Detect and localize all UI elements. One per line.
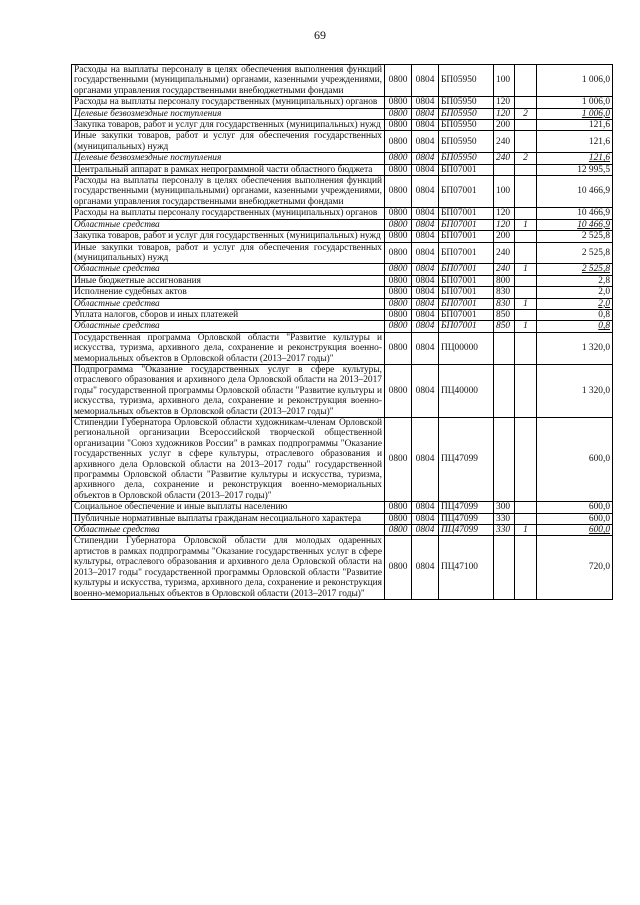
table-row — [72, 332, 613, 364]
funding-source-code — [515, 208, 537, 219]
amount: 2,8 — [537, 275, 613, 286]
row-name: Государственная программа Орловской области "Развитие культуры и искусства, туризма, архивного дела, сохранение и реконструкция военно-мемориальных объектов в Орловской области (2013–2017 годы)" — [72, 332, 385, 364]
funding-source-code — [515, 513, 537, 524]
target-article-code: ПЦ47099 — [439, 513, 494, 524]
expense-type-code: 120 — [494, 108, 515, 119]
funding-source-code — [515, 309, 537, 320]
target-article-code: БП05950 — [439, 108, 494, 119]
row-name: Расходы на выплаты персоналу в целях обеспечения выполнения функций государственными (муниципальными) органами, казенными учреждениями, органами управления государственными внебюджетными фондами — [72, 176, 385, 208]
row-name: Стипендии Губернатора Орловской области для молодых одаренных артистов в рамках подпрограммы "Оказание государственных услуг в сфере культуры, отраслевого образования и архивного дела Орловской области на 2013–2017 годы" государственной программы Орловской области "Развитие культуры и искусства, туризма, архивного дела, сохранение и реконструкция военно-мемориальных объектов в Орловской области (2013–2017 годы)" — [72, 536, 385, 599]
expense-type-code — [494, 418, 515, 502]
amount: 1 320,0 — [537, 332, 613, 364]
row-name: Областные средства — [72, 525, 385, 536]
expense-type-code: 240 — [494, 242, 515, 264]
subsection-code: 0804 — [412, 536, 439, 599]
table-row — [72, 120, 613, 131]
funding-source-code — [515, 97, 537, 108]
expense-type-code: 850 — [494, 309, 515, 320]
expense-type-code: 800 — [494, 275, 515, 286]
expense-type-code: 850 — [494, 321, 515, 332]
table-row — [72, 97, 613, 108]
row-name: Расходы на выплаты персоналу государственных (муниципальных) органов — [72, 97, 385, 108]
target-article-code: БП05950 — [439, 131, 494, 153]
amount: 600,0 — [537, 525, 613, 536]
expense-type-code: 120 — [494, 208, 515, 219]
section-code: 0800 — [385, 153, 412, 164]
section-code: 0800 — [385, 309, 412, 320]
target-article-code: БП07001 — [439, 275, 494, 286]
section-code: 0800 — [385, 164, 412, 175]
subsection-code: 0804 — [412, 176, 439, 208]
row-name: Публичные нормативные выплаты гражданам несоциального характера — [72, 513, 385, 524]
table-row — [72, 418, 613, 502]
table-row — [72, 231, 613, 242]
table-row — [72, 364, 613, 417]
subsection-code: 0804 — [412, 219, 439, 230]
section-code: 0800 — [385, 513, 412, 524]
expense-type-code: 830 — [494, 287, 515, 298]
target-article-code: ПЦ47099 — [439, 418, 494, 502]
amount: 121,6 — [537, 120, 613, 131]
funding-source-code — [515, 332, 537, 364]
table-row — [72, 536, 613, 599]
row-name: Закупка товаров, работ и услуг для государственных (муниципальных) нужд — [72, 231, 385, 242]
target-article-code: БП07001 — [439, 164, 494, 175]
section-code: 0800 — [385, 231, 412, 242]
expense-type-code — [494, 536, 515, 599]
row-name: Иные закупки товаров, работ и услуг для обеспечения государственных (муниципальных) нужд — [72, 131, 385, 153]
funding-source-code — [515, 164, 537, 175]
expense-type-code — [494, 332, 515, 364]
subsection-code: 0804 — [412, 287, 439, 298]
row-name: Областные средства — [72, 219, 385, 230]
section-code: 0800 — [385, 287, 412, 298]
amount: 2,0 — [537, 287, 613, 298]
funding-source-code: 2 — [515, 153, 537, 164]
subsection-code: 0804 — [412, 65, 439, 97]
section-code: 0800 — [385, 65, 412, 97]
expense-type-code: 330 — [494, 525, 515, 536]
table-row — [72, 298, 613, 309]
table-row — [72, 164, 613, 175]
funding-source-code — [515, 418, 537, 502]
section-code: 0800 — [385, 97, 412, 108]
funding-source-code — [515, 536, 537, 599]
funding-source-code — [515, 120, 537, 131]
target-article-code: БП07001 — [439, 264, 494, 275]
row-name: Расходы на выплаты персоналу в целях обеспечения выполнения функций государственными (муниципальными) органами, казенными учреждениями, органами управления государственными внебюджетными фондами — [72, 65, 385, 97]
expense-type-code: 200 — [494, 231, 515, 242]
target-article-code: ПЦ00000 — [439, 332, 494, 364]
section-code: 0800 — [385, 108, 412, 119]
section-code: 0800 — [385, 242, 412, 264]
funding-source-code: 1 — [515, 298, 537, 309]
subsection-code: 0804 — [412, 108, 439, 119]
funding-source-code — [515, 176, 537, 208]
target-article-code: ПЦ47100 — [439, 536, 494, 599]
target-article-code: ПЦ40000 — [439, 364, 494, 417]
table-row — [72, 275, 613, 286]
table-row — [72, 219, 613, 230]
subsection-code: 0804 — [412, 242, 439, 264]
target-article-code: БП05950 — [439, 120, 494, 131]
row-name: Исполнение судебных актов — [72, 287, 385, 298]
target-article-code: БП07001 — [439, 219, 494, 230]
amount: 600,0 — [537, 418, 613, 502]
table-row — [72, 309, 613, 320]
expense-type-code: 100 — [494, 176, 515, 208]
funding-source-code — [515, 231, 537, 242]
amount: 1 320,0 — [537, 364, 613, 417]
section-code: 0800 — [385, 418, 412, 502]
funding-source-code — [515, 131, 537, 153]
budget-table — [71, 64, 613, 600]
subsection-code: 0804 — [412, 513, 439, 524]
expense-type-code: 240 — [494, 153, 515, 164]
row-name: Расходы на выплаты персоналу государственных (муниципальных) органов — [72, 208, 385, 219]
amount: 121,6 — [537, 153, 613, 164]
funding-source-code — [515, 65, 537, 97]
subsection-code: 0804 — [412, 298, 439, 309]
amount: 600,0 — [537, 513, 613, 524]
row-name: Областные средства — [72, 298, 385, 309]
section-code: 0800 — [385, 264, 412, 275]
funding-source-code — [515, 502, 537, 513]
expense-type-code: 120 — [494, 219, 515, 230]
target-article-code: БП07001 — [439, 309, 494, 320]
funding-source-code: 1 — [515, 525, 537, 536]
table-row — [72, 502, 613, 513]
target-article-code: БП05950 — [439, 65, 494, 97]
row-name: Центральный аппарат в рамках непрограммной части областного бюджета — [72, 164, 385, 175]
subsection-code: 0804 — [412, 164, 439, 175]
expense-type-code: 120 — [494, 97, 515, 108]
target-article-code: ПЦ47099 — [439, 525, 494, 536]
table-row — [72, 176, 613, 208]
row-name: Целевые безвозмездные поступления — [72, 153, 385, 164]
amount: 2 525,8 — [537, 242, 613, 264]
section-code: 0800 — [385, 321, 412, 332]
table-row — [72, 321, 613, 332]
funding-source-code: 2 — [515, 108, 537, 119]
funding-source-code: 1 — [515, 321, 537, 332]
section-code: 0800 — [385, 364, 412, 417]
section-code: 0800 — [385, 176, 412, 208]
expense-type-code: 330 — [494, 513, 515, 524]
section-code: 0800 — [385, 275, 412, 286]
amount: 2 525,8 — [537, 231, 613, 242]
section-code: 0800 — [385, 525, 412, 536]
amount: 1 006,0 — [537, 108, 613, 119]
row-name: Подпрограмма "Оказание государственных услуг в сфере культуры, отраслевого образования и архивного дела Орловской области на 2013–2017 годы" государственной программы Орловской области "Развитие культуры и искусства, туризма, архивного дела, сохранение и реконструкция военно-мемориальных объектов в Орловской области (2013–2017 годы)" — [72, 364, 385, 417]
section-code: 0800 — [385, 298, 412, 309]
row-name: Стипендии Губернатора Орловской области художникам-членам Орловской региональной организации Всероссийской творческой общественной организации "Союз художников России" в рамках подпрограммы "Оказание государственных услуг в сфере культуры, отраслевого образования и архивного дела Орловской области на 2013–2017 годы" государственной программы Орловской области "Развитие культуры и искусства, туризма, архивного дела, сохранение и реконструкция военно-мемориальных объектов в Орловской области (2013–2017 годы)" — [72, 418, 385, 502]
subsection-code: 0804 — [412, 131, 439, 153]
section-code: 0800 — [385, 536, 412, 599]
expense-type-code: 240 — [494, 264, 515, 275]
subsection-code: 0804 — [412, 153, 439, 164]
expense-type-code: 240 — [494, 131, 515, 153]
funding-source-code: 1 — [515, 264, 537, 275]
expense-type-code — [494, 164, 515, 175]
expense-type-code — [494, 364, 515, 417]
subsection-code: 0804 — [412, 97, 439, 108]
row-name: Целевые безвозмездные поступления — [72, 108, 385, 119]
target-article-code: БП07001 — [439, 208, 494, 219]
table-row — [72, 287, 613, 298]
target-article-code: БП07001 — [439, 298, 494, 309]
table-row — [72, 108, 613, 119]
expense-type-code: 300 — [494, 502, 515, 513]
subsection-code: 0804 — [412, 332, 439, 364]
section-code: 0800 — [385, 120, 412, 131]
section-code: 0800 — [385, 332, 412, 364]
funding-source-code — [515, 287, 537, 298]
subsection-code: 0804 — [412, 418, 439, 502]
section-code: 0800 — [385, 502, 412, 513]
target-article-code: БП07001 — [439, 176, 494, 208]
table-row — [72, 525, 613, 536]
amount: 1 006,0 — [537, 65, 613, 97]
target-article-code: БП05950 — [439, 97, 494, 108]
subsection-code: 0804 — [412, 502, 439, 513]
subsection-code: 0804 — [412, 264, 439, 275]
expense-type-code: 200 — [494, 120, 515, 131]
target-article-code: ПЦ47099 — [439, 502, 494, 513]
row-name: Иные бюджетные ассигнования — [72, 275, 385, 286]
funding-source-code: 1 — [515, 219, 537, 230]
amount: 0,8 — [537, 321, 613, 332]
subsection-code: 0804 — [412, 208, 439, 219]
table-row — [72, 264, 613, 275]
target-article-code: БП07001 — [439, 287, 494, 298]
amount: 2 525,8 — [537, 264, 613, 275]
amount: 10 466,9 — [537, 176, 613, 208]
amount: 121,6 — [537, 131, 613, 153]
amount: 1 006,0 — [537, 97, 613, 108]
target-article-code: БП07001 — [439, 231, 494, 242]
subsection-code: 0804 — [412, 364, 439, 417]
row-name: Социальное обеспечение и иные выплаты населению — [72, 502, 385, 513]
subsection-code: 0804 — [412, 275, 439, 286]
section-code: 0800 — [385, 219, 412, 230]
subsection-code: 0804 — [412, 309, 439, 320]
table-row — [72, 242, 613, 264]
subsection-code: 0804 — [412, 231, 439, 242]
row-name: Закупка товаров, работ и услуг для государственных (муниципальных) нужд — [72, 120, 385, 131]
section-code: 0800 — [385, 131, 412, 153]
row-name: Уплата налогов, сборов и иных платежей — [72, 309, 385, 320]
amount: 10 466,9 — [537, 219, 613, 230]
section-code: 0800 — [385, 208, 412, 219]
subsection-code: 0804 — [412, 120, 439, 131]
expense-type-code: 830 — [494, 298, 515, 309]
funding-source-code — [515, 242, 537, 264]
amount: 2,0 — [537, 298, 613, 309]
table-row — [72, 153, 613, 164]
row-name: Областные средства — [72, 264, 385, 275]
row-name: Областные средства — [72, 321, 385, 332]
table-body — [72, 65, 613, 600]
table-row — [72, 513, 613, 524]
target-article-code: БП05950 — [439, 153, 494, 164]
row-name: Иные закупки товаров, работ и услуг для обеспечения государственных (муниципальных) нужд — [72, 242, 385, 264]
amount: 720,0 — [537, 536, 613, 599]
table-row — [72, 65, 613, 97]
funding-source-code — [515, 275, 537, 286]
subsection-code: 0804 — [412, 525, 439, 536]
expense-type-code: 100 — [494, 65, 515, 97]
target-article-code: БП07001 — [439, 321, 494, 332]
funding-source-code — [515, 364, 537, 417]
target-article-code: БП07001 — [439, 242, 494, 264]
page-number: 69 — [314, 28, 326, 42]
amount: 600,0 — [537, 502, 613, 513]
table-row — [72, 131, 613, 153]
amount: 12 995,5 — [537, 164, 613, 175]
amount: 10 466,9 — [537, 208, 613, 219]
subsection-code: 0804 — [412, 321, 439, 332]
table-row — [72, 208, 613, 219]
amount: 0,8 — [537, 309, 613, 320]
